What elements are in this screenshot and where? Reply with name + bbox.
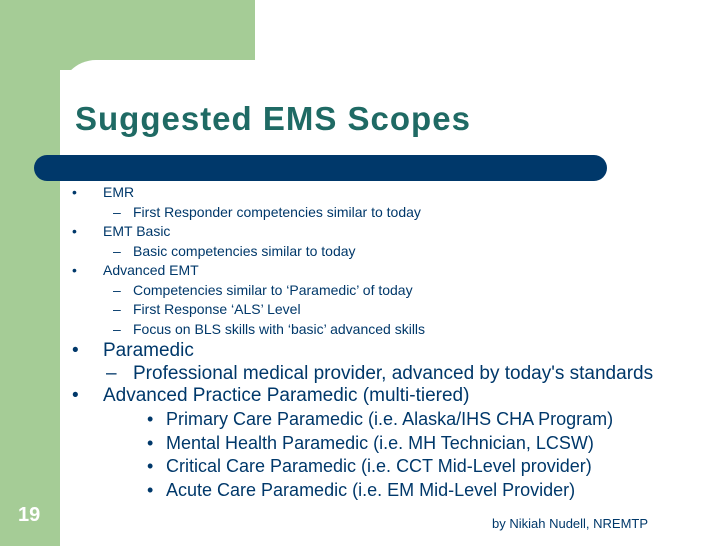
list-item-label: Advanced EMT bbox=[103, 262, 199, 278]
bullet-icon: • bbox=[147, 409, 154, 429]
list-item-label: Advanced Practice Paramedic (multi-tiered) bbox=[103, 385, 470, 406]
sub-item bbox=[0, 300, 728, 320]
sub-sub-item-label: Primary Care Paramedic (i.e. Alaska/IHS CHA Program) bbox=[166, 409, 614, 429]
slide-title: Suggested EMS Scopes bbox=[75, 100, 471, 137]
author-credit: by Nikiah Nudell, NREMTP bbox=[492, 516, 649, 531]
sub-item bbox=[0, 281, 728, 301]
bullet-icon: • bbox=[72, 340, 79, 361]
sub-sub-item bbox=[0, 479, 728, 503]
sub-item-label: First Response ‘ALS’ Level bbox=[133, 301, 301, 317]
list-item-emr bbox=[0, 183, 728, 203]
sub-sub-item-label: Mental Health Paramedic (i.e. MH Technician, LCSW) bbox=[166, 432, 594, 453]
list-item-paramedic bbox=[0, 339, 728, 363]
bullet-icon: • bbox=[72, 223, 77, 239]
sub-item-label: Focus on BLS skills with ‘basic’ advanced skills bbox=[133, 320, 426, 337]
sub-item-label: Professional medical provider, advanced by today's standards bbox=[133, 363, 654, 384]
list-item-label: EMT Basic bbox=[103, 223, 171, 239]
bullet-icon: • bbox=[147, 479, 154, 500]
dash-icon: – bbox=[113, 203, 121, 220]
dash-icon: – bbox=[113, 320, 121, 337]
bullet-list bbox=[0, 183, 728, 502]
sub-sub-item bbox=[0, 408, 728, 432]
bullet-icon: • bbox=[147, 432, 154, 453]
dash-icon: – bbox=[113, 281, 121, 298]
slide-number: 19 bbox=[18, 504, 41, 526]
sub-sub-item-label: Acute Care Paramedic (i.e. EM Mid-Level Provider) bbox=[166, 479, 576, 500]
list-item-emt-basic bbox=[0, 222, 728, 242]
list-item-label: EMR bbox=[103, 184, 135, 200]
bullet-icon: • bbox=[147, 456, 154, 476]
bullet-icon: • bbox=[72, 385, 79, 406]
list-item-label: Paramedic bbox=[103, 340, 194, 361]
dash-icon: – bbox=[106, 363, 117, 384]
sub-item-label: Competencies similar to ‘Paramedic’ of today bbox=[133, 281, 413, 298]
sub-item bbox=[0, 242, 728, 262]
title-underline-bar bbox=[34, 155, 607, 181]
sub-item bbox=[0, 320, 728, 340]
sub-sub-item bbox=[0, 432, 728, 456]
list-item-advanced-emt bbox=[0, 261, 728, 281]
list-item-advanced-practice-paramedic bbox=[0, 384, 728, 408]
dash-icon: – bbox=[113, 242, 121, 259]
bullet-icon: • bbox=[72, 184, 77, 200]
sub-sub-item bbox=[0, 455, 728, 479]
sub-item-label: First Responder competencies similar to today bbox=[133, 203, 421, 220]
sub-item bbox=[0, 363, 728, 384]
sub-item-label: Basic competencies similar to today bbox=[133, 242, 356, 259]
dash-icon: – bbox=[113, 301, 121, 317]
sub-sub-item-label: Critical Care Paramedic (i.e. CCT Mid-Level provider) bbox=[166, 456, 592, 476]
bullet-icon: • bbox=[72, 262, 77, 278]
sub-item bbox=[0, 203, 728, 223]
